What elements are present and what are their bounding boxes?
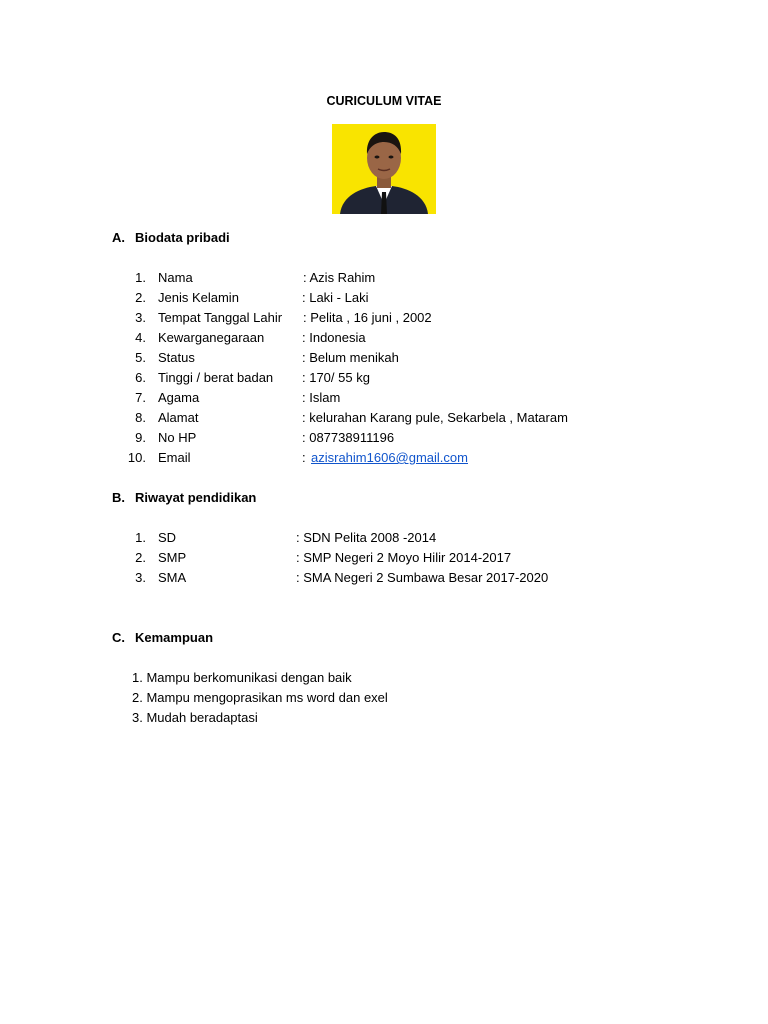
- item-number: 2.: [135, 550, 146, 565]
- field-label: Jenis Kelamin: [158, 290, 239, 305]
- school-level: SMA: [158, 570, 187, 585]
- document-title: CURICULUM VITAE: [326, 94, 442, 108]
- item-number: 9.: [135, 430, 146, 445]
- section-a-letter: A.: [112, 230, 125, 245]
- profile-photo: [332, 124, 436, 214]
- field-value: : Indonesia: [302, 330, 366, 345]
- item-number: 3.: [135, 310, 146, 325]
- section-c-title: Kemampuan: [135, 630, 214, 645]
- field-label: No HP: [158, 430, 197, 445]
- field-value: : Islam: [302, 390, 341, 405]
- field-value: : Pelita , 16 juni , 2002: [303, 310, 432, 325]
- field-value: : 170/ 55 kg: [302, 370, 370, 385]
- section-b-title: Riwayat pendidikan: [135, 490, 257, 505]
- field-value: : Belum menikah: [302, 350, 399, 365]
- section-b-letter: B.: [112, 490, 125, 505]
- field-label: Tempat Tanggal Lahir: [158, 310, 283, 325]
- item-number: 6.: [135, 370, 146, 385]
- item-number: 10.: [127, 450, 146, 465]
- school-level: SD: [158, 530, 177, 545]
- field-label: Tinggi / berat badan: [158, 370, 274, 385]
- school-value: : SMA Negeri 2 Sumbawa Besar 2017-2020: [296, 570, 549, 585]
- field-colon: :: [302, 450, 306, 465]
- field-value: : Laki - Laki: [302, 290, 369, 305]
- section-a-title: Biodata pribadi: [135, 230, 230, 245]
- item-number: 4.: [135, 330, 146, 345]
- section-c-letter: C.: [112, 630, 125, 645]
- field-value: : kelurahan Karang pule, Sekarbela , Mataram: [302, 410, 568, 425]
- field-label: Alamat: [158, 410, 199, 425]
- field-value: : Azis Rahim: [303, 270, 376, 285]
- item-number: 2.: [135, 290, 146, 305]
- item-number: 5.: [135, 350, 146, 365]
- field-label: Status: [158, 350, 195, 365]
- field-label: Agama: [158, 390, 200, 405]
- item-number: 1.: [135, 530, 146, 545]
- school-value: : SMP Negeri 2 Moyo Hilir 2014-2017: [296, 550, 512, 565]
- list-item: 3. Mudah beradaptasi: [132, 710, 258, 725]
- list-item: 2. Mampu mengoprasikan ms word dan exel: [132, 690, 388, 705]
- item-number: 3.: [135, 570, 146, 585]
- email-link[interactable]: azisrahim1606@gmail.com: [311, 450, 468, 465]
- school-level: SMP: [158, 550, 187, 565]
- field-value: : 087738911196: [302, 430, 395, 445]
- item-number: 8.: [135, 410, 146, 425]
- person-portrait-icon: [332, 124, 436, 214]
- field-label: Kewarganegaraan: [158, 330, 265, 345]
- item-number: 7.: [135, 390, 146, 405]
- field-label: Email: [158, 450, 191, 465]
- field-label: Nama: [158, 270, 193, 285]
- item-number: 1.: [135, 270, 146, 285]
- school-value: : SDN Pelita 2008 -2014: [296, 530, 437, 545]
- list-item: 1. Mampu berkomunikasi dengan baik: [132, 670, 352, 685]
